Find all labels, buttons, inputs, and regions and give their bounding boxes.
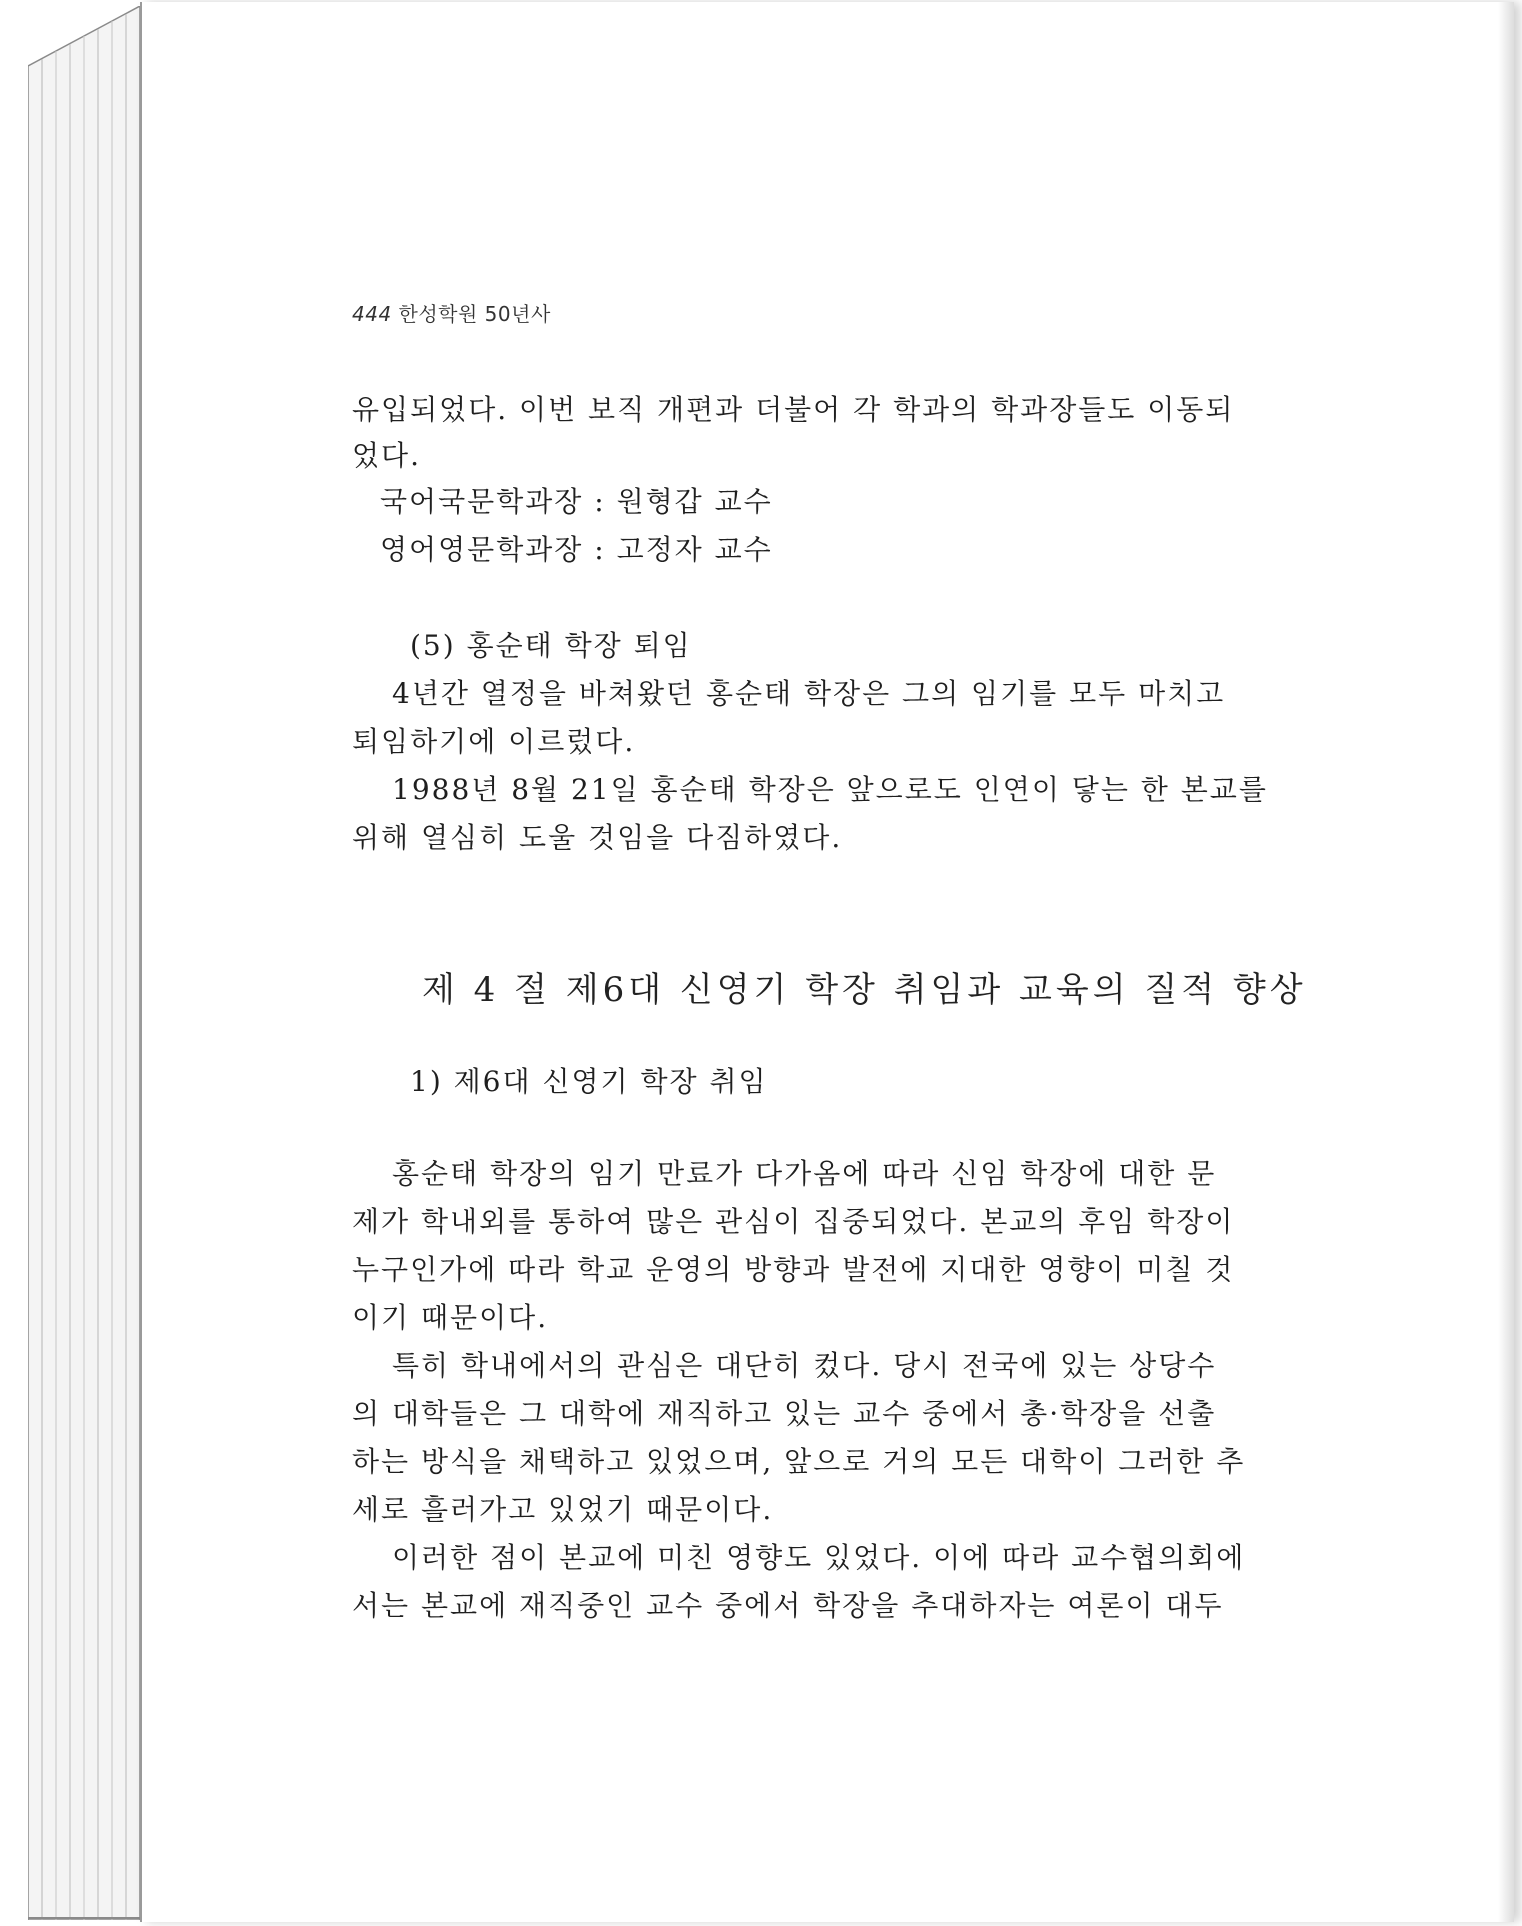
department-head-english: 영어영문학과장 : 고정자 교수 <box>380 533 773 566</box>
book-title: 한성학원 50년사 <box>398 302 551 326</box>
running-header <box>352 298 551 327</box>
book-page <box>140 2 1514 1922</box>
paragraph-line: 누구인가에 따라 학교 운영의 방향과 발전에 지대한 영향이 미칠 것 <box>352 1253 1235 1286</box>
paragraph-line: 퇴임하기에 이르렀다. <box>352 725 636 758</box>
paragraph-line: 제가 학내외를 통하여 많은 관심이 집중되었다. 본교의 후임 학장이 <box>352 1205 1235 1238</box>
book-page-edges <box>28 6 140 1920</box>
section-title: 제 4 절 제6대 신영기 학장 취임과 교육의 질적 향상 <box>422 970 1307 1010</box>
paragraph-line: 위해 열심히 도울 것임을 다짐하였다. <box>352 821 843 854</box>
paragraph-line: 4년간 열정을 바쳐왔던 홍순태 학장은 그의 임기를 모두 마치고 <box>392 677 1226 710</box>
paragraph-line: 서는 본교에 재직중인 교수 중에서 학장을 추대하자는 여론이 대두 <box>352 1589 1224 1622</box>
page-number: 444 <box>352 302 392 326</box>
paragraph-line: 세로 흘러가고 있었기 때문이다. <box>352 1493 774 1526</box>
paragraph-line: 특히 학내에서의 관심은 대단히 컸다. 당시 전국에 있는 상당수 <box>392 1349 1217 1382</box>
paragraph-line: 유입되었다. 이번 보직 개편과 더불어 각 학과의 학과장들도 이동되 <box>352 393 1235 426</box>
subsection-title: (5) 홍순태 학장 퇴임 <box>410 629 692 662</box>
department-head-korean: 국어국문학과장 : 원형갑 교수 <box>380 485 773 518</box>
paragraph-line: 었다. <box>352 439 421 472</box>
paragraph-line: 1988년 8월 21일 홍순태 학장은 앞으로도 인연이 닿는 한 본교를 <box>392 773 1268 806</box>
page-edge-shadow <box>1498 2 1514 1922</box>
paragraph-line: 하는 방식을 채택하고 있었으며, 앞으로 거의 모든 대학이 그러한 추 <box>352 1445 1246 1478</box>
subsection-title: 1) 제6대 신영기 학장 취임 <box>410 1065 768 1098</box>
paragraph-line: 이기 때문이다. <box>352 1301 549 1334</box>
paragraph-line: 이러한 점이 본교에 미친 영향도 있었다. 이에 따라 교수협의회에 <box>392 1541 1246 1574</box>
paragraph-line: 홍순태 학장의 임기 만료가 다가옴에 따라 신임 학장에 대한 문 <box>392 1157 1217 1190</box>
paragraph-line: 의 대학들은 그 대학에 재직하고 있는 교수 중에서 총·학장을 선출 <box>352 1397 1217 1430</box>
